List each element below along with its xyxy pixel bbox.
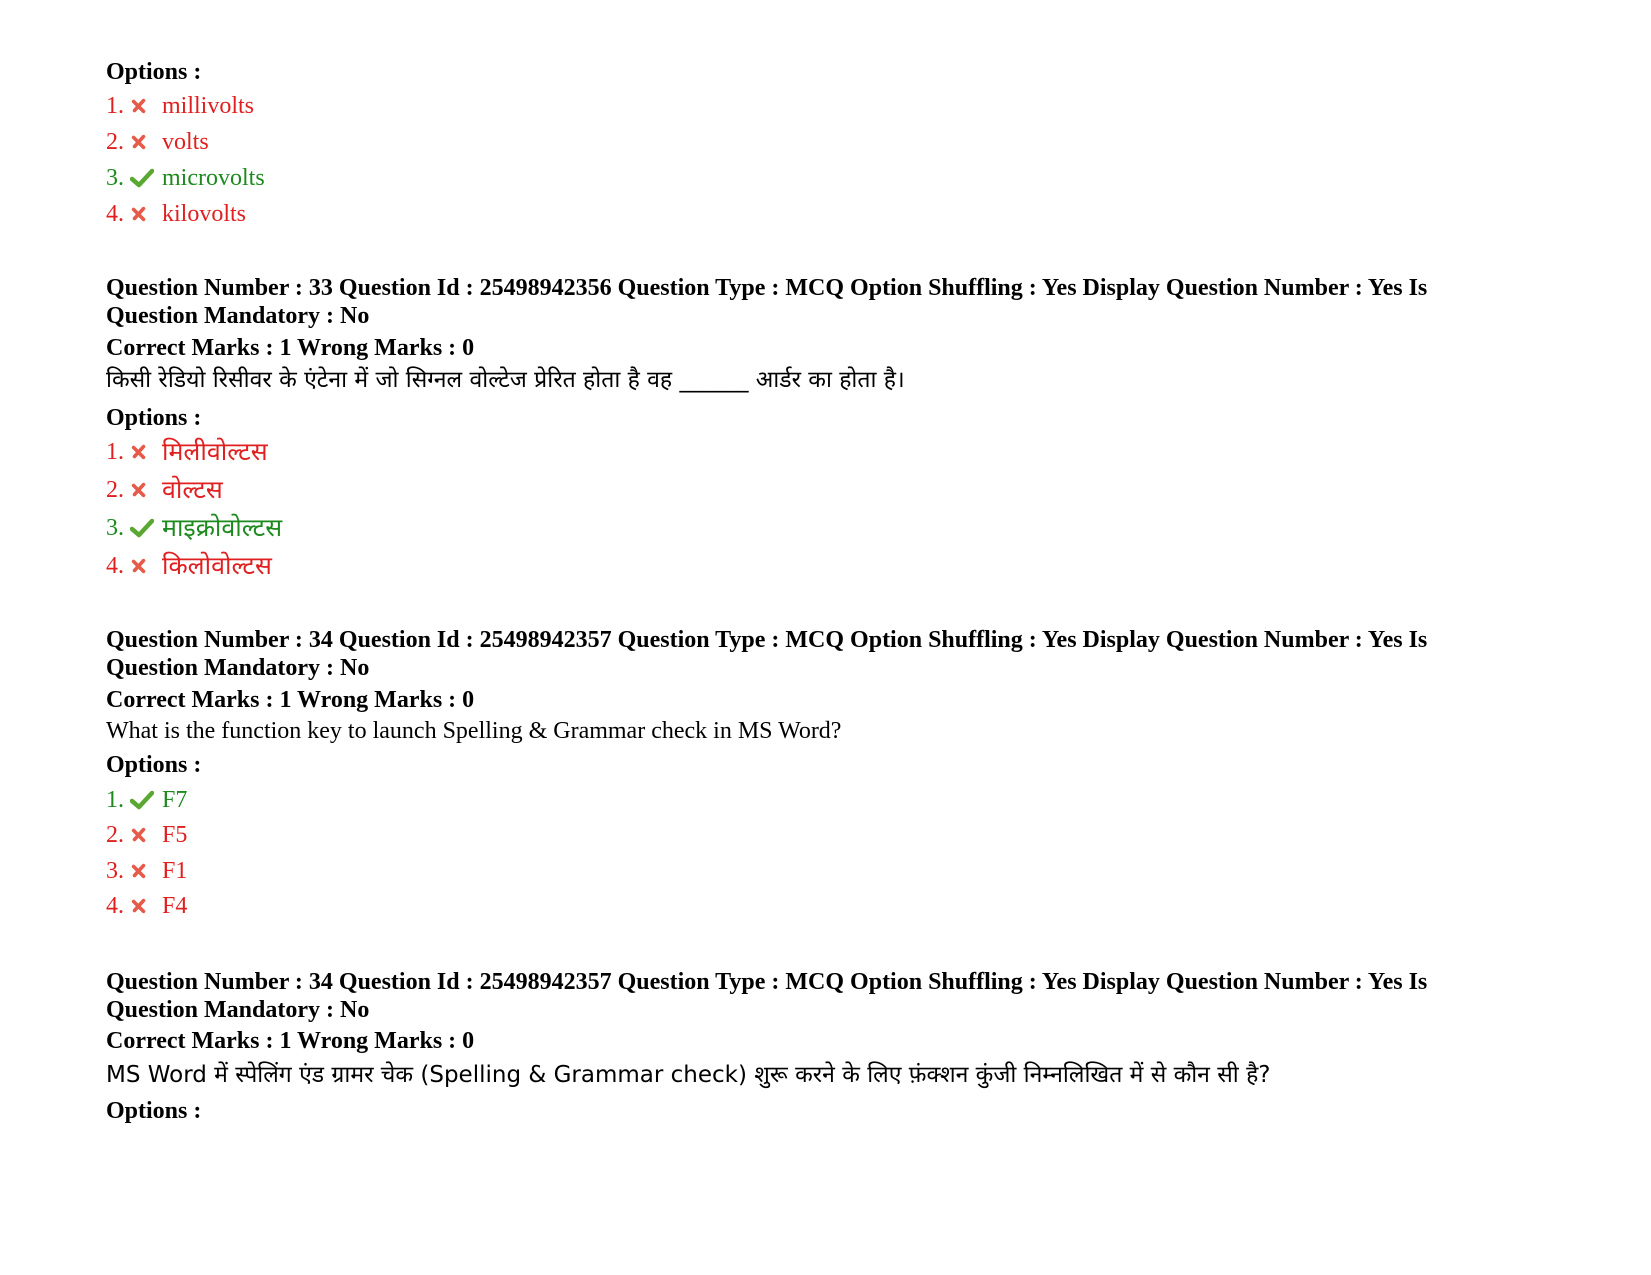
- question-text: What is the function key to launch Spelling & Grammar check in MS Word?: [106, 718, 842, 744]
- option-number: 1.: [106, 439, 124, 465]
- question-meta: [106, 626, 1526, 682]
- option-text: millivolts: [162, 93, 255, 119]
- option-text: वोल्टस: [162, 475, 223, 504]
- option-item: [106, 786, 187, 814]
- option-text: F1: [162, 858, 188, 884]
- options-label: Options :: [106, 1098, 202, 1124]
- cross-icon: [130, 859, 160, 883]
- option-number: 1.: [106, 787, 124, 813]
- option-number: 3.: [106, 858, 124, 884]
- question-meta: [106, 968, 1526, 1024]
- option-number: 4.: [106, 553, 124, 579]
- option-number: 1.: [106, 93, 124, 119]
- option-number: 4.: [106, 201, 124, 227]
- cross-icon: [130, 894, 160, 918]
- option-text: F4: [162, 893, 188, 919]
- check-icon: [130, 788, 160, 812]
- option-item: [106, 438, 268, 466]
- option-number: 3.: [106, 515, 124, 541]
- cross-icon: [130, 823, 160, 847]
- option-text: microvolts: [162, 165, 265, 191]
- option-item: [106, 164, 265, 192]
- option-item: [106, 857, 187, 885]
- options-label: Options :: [106, 752, 202, 778]
- option-number: 2.: [106, 477, 124, 503]
- option-item: [106, 200, 246, 228]
- option-text: kilovolts: [162, 201, 247, 227]
- option-number: 2.: [106, 129, 124, 155]
- cross-icon: [130, 478, 160, 502]
- question-meta: [106, 274, 1526, 330]
- option-text: F5: [162, 822, 188, 848]
- option-text: F7: [162, 787, 188, 813]
- option-item: [106, 92, 254, 120]
- question-meta-line: Question Mandatory : No: [106, 997, 370, 1023]
- option-item: [106, 552, 272, 580]
- option-item: [106, 476, 223, 504]
- question-meta-line: Question Number : 34 Question Id : 25498942357 Question Type : MCQ Option Shuffling : Yes Display Question Number : Yes Is: [106, 627, 1428, 653]
- options-label: Options :: [106, 59, 202, 85]
- question-meta-line: Question Mandatory : No: [106, 655, 370, 681]
- cross-icon: [130, 94, 160, 118]
- options-label: Options :: [106, 405, 202, 431]
- cross-icon: [130, 130, 160, 154]
- option-text: volts: [162, 129, 209, 155]
- question-meta-line: Question Number : 34 Question Id : 25498942357 Question Type : MCQ Option Shuffling : Yes Display Question Number : Yes Is: [106, 969, 1428, 995]
- option-text: माइक्रोवोल्टस: [162, 513, 283, 542]
- marks-line: Correct Marks : 1 Wrong Marks : 0: [106, 687, 475, 713]
- question-text: MS Word में स्पेलिंग एंड ग्रामर चेक (Spelling & Grammar check) शुरू करने के लिए फ़ंक्शन कुंजी निम्नलिखित में से कौन सी है?: [106, 1062, 1271, 1088]
- marks-line: Correct Marks : 1 Wrong Marks : 0: [106, 335, 475, 361]
- question-meta-line: Question Mandatory : No: [106, 303, 370, 329]
- cross-icon: [130, 440, 160, 464]
- option-number: 3.: [106, 165, 124, 191]
- question-text: किसी रेडियो रिसीवर के एंटेना में जो सिग्नल वोल्टेज प्रेरित होता है वह ______ आर्डर का होता है।: [106, 367, 905, 393]
- check-icon: [130, 166, 160, 190]
- option-item: [106, 892, 187, 920]
- option-text: मिलीवोल्टस: [162, 437, 268, 466]
- option-item: [106, 128, 209, 156]
- cross-icon: [130, 554, 160, 578]
- cross-icon: [130, 202, 160, 226]
- option-item: [106, 821, 187, 849]
- option-text: किलोवोल्टस: [162, 551, 272, 580]
- option-number: 4.: [106, 893, 124, 919]
- option-number: 2.: [106, 822, 124, 848]
- option-item: [106, 514, 282, 542]
- marks-line: Correct Marks : 1 Wrong Marks : 0: [106, 1028, 475, 1054]
- question-meta-line: Question Number : 33 Question Id : 25498942356 Question Type : MCQ Option Shuffling : Yes Display Question Number : Yes Is: [106, 275, 1428, 301]
- check-icon: [130, 516, 160, 540]
